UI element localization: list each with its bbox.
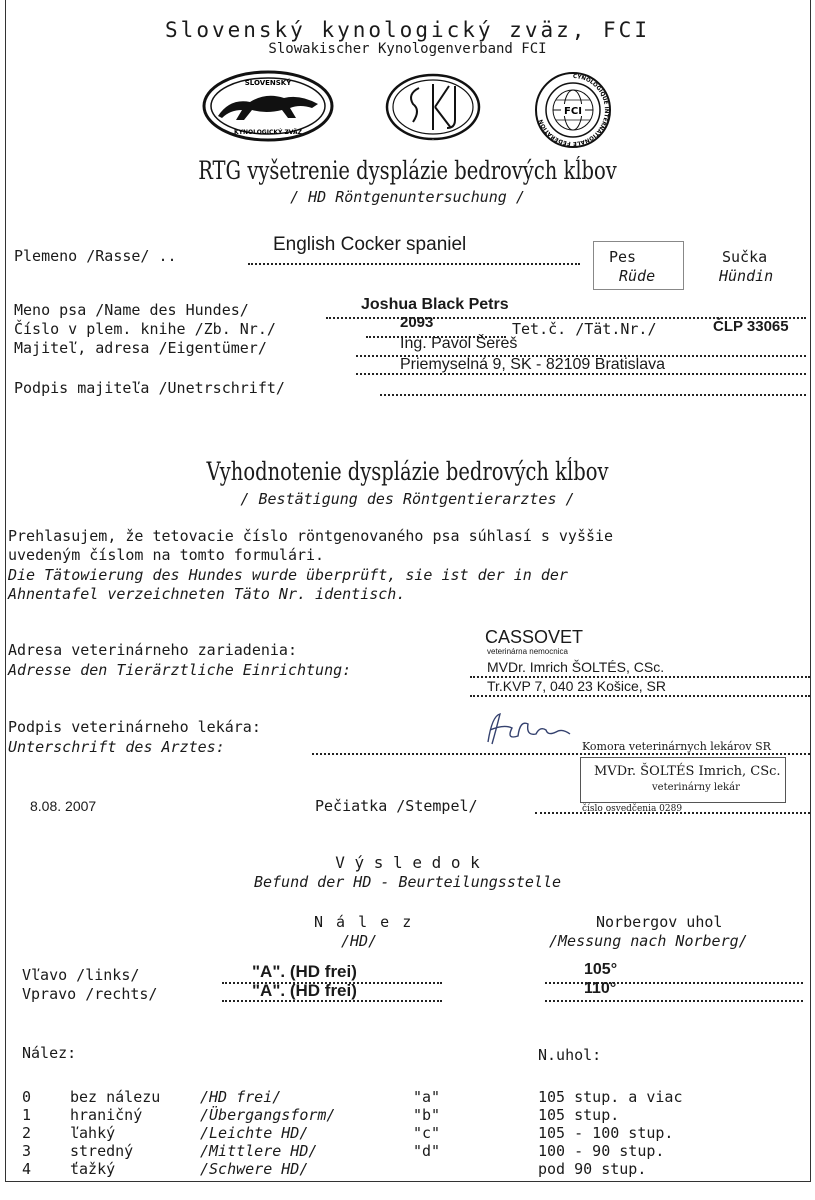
stamp-line-3: veterinárny lekár — [652, 782, 740, 793]
logo1-bottom-text: KYNOLOGICKÝ ZVÄZ — [233, 129, 303, 136]
result-title: V ý s l e d o k — [335, 853, 480, 872]
clinic-address: Tr.KVP 7, 040 23 Košice, SR — [487, 678, 666, 694]
vet-address-label-de: Adresse den Tierärztliche Einrichtung: — [8, 661, 352, 679]
form-border-right — [810, 0, 811, 1182]
legend-row-2-sk: ľahký — [70, 1124, 116, 1142]
finding-column-subtitle: /HD/ — [341, 932, 378, 950]
vet-address-label-sk: Adresa veterinárneho zariadenia: — [8, 641, 297, 659]
right-hd-value: "A". (HD frei) — [252, 981, 357, 1000]
rtg-title: RTG vyšetrenie dysplázie bedrových kĺbov — [198, 156, 617, 185]
legend-row-1-de: /Übergangsform/ — [200, 1106, 336, 1124]
skj-logo — [383, 72, 483, 142]
legend-angle-title: N.uhol: — [538, 1046, 602, 1064]
clinic-doctor: MVDr. Imrich ŠOLTÉS, CSc. — [487, 659, 665, 675]
left-hd-value: "A". (HD frei) — [252, 962, 357, 981]
legend-finding-title: Nález: — [22, 1044, 77, 1062]
clinic-subtitle: veterinárna nemocnica — [487, 647, 568, 656]
declaration-sk-line2: uvedeným číslom na tomto formulári. — [8, 546, 325, 564]
declaration-de-line1: Die Tätowierung des Hundes wurde überprüft, sie ist der in der — [8, 566, 568, 584]
logo2-text: SKJ — [432, 140, 434, 141]
vet-address-dotted-line-2 — [470, 695, 810, 697]
declaration-de-line2: Ahnentafel verzeichneten Täto Nr. identisch. — [8, 585, 406, 603]
declaration-sk-line1: Prehlasujem, že tetovacie číslo röntgenovaného psa súhlasí s vyššie — [8, 527, 614, 545]
tattoo-value: ČLP 33065 — [713, 318, 789, 335]
legend-row-4-angle: pod 90 stup. — [538, 1160, 647, 1178]
owner-signature-label: Podpis majiteľa /Unetrschrift/ — [14, 379, 285, 397]
dog-name-label: Meno psa /Name des Hundes/ — [14, 301, 249, 319]
dog-name-value: Joshua Black Petrs — [361, 296, 509, 313]
vet-signature-label-de: Unterschrift des Arztes: — [8, 738, 225, 756]
exam-date: 8.08. 2007 — [30, 798, 97, 814]
legend-row-1-num: 1 — [22, 1106, 32, 1124]
breed-value: English Cocker spaniel — [273, 234, 467, 255]
legend-row-3-code: "d" — [413, 1142, 441, 1160]
right-angle-dotted-line — [545, 1000, 803, 1002]
legend-row-1-angle: 105 stup. — [538, 1106, 620, 1124]
right-angle-value: 110° — [584, 980, 617, 997]
vet-handwritten-signature — [482, 710, 574, 750]
stamp-label: Pečiatka /Stempel/ — [315, 797, 478, 815]
form-border-left — [5, 0, 6, 1182]
legend-row-4-num: 4 — [22, 1160, 32, 1178]
right-hip-label: Vpravo /rechts/ — [22, 985, 158, 1003]
sex-male-de: Rüde — [619, 267, 656, 285]
org-title-de: Slowakischer Kynologenverband FCI — [268, 41, 547, 57]
left-angle-value: 105° — [584, 961, 618, 978]
stamp-line-4: číslo osvedčenia 0289 — [582, 804, 683, 814]
form-border-bottom — [5, 1181, 811, 1182]
breed-label-text: Plemeno /Rasse/ .. — [14, 247, 177, 265]
org-title-sk: Slovenský kynologický zväz, FCI — [165, 18, 650, 42]
sex-female-de: Hündin — [719, 267, 774, 285]
legend-row-0-angle: 105 stup. a viac — [538, 1088, 683, 1106]
evaluation-title: Vyhodnotenie dysplázie bedrových kĺbov — [206, 457, 609, 486]
stamp-dotted-line — [535, 812, 810, 814]
legend-row-2-de: /Leichte HD/ — [200, 1124, 309, 1142]
result-subtitle: Befund der HD - Beurteilungsstelle — [253, 873, 562, 891]
tattoo-label: Tet.č. /Tät.Nr./ — [512, 320, 657, 338]
stamp-line-2: MVDr. ŠOLTÉS Imrich, CSc. — [594, 764, 781, 779]
evaluation-subtitle: / Bestätigung des Röntgentierarztes / — [240, 490, 575, 508]
norberg-column-subtitle: /Messung nach Norberg/ — [549, 932, 748, 950]
fci-logo — [527, 70, 619, 150]
legend-row-2-code: "c" — [413, 1124, 441, 1142]
left-hip-label: Vľavo /links/ — [22, 966, 140, 984]
rtg-subtitle: / HD Röntgenuntersuchung / — [290, 188, 525, 206]
legend-row-0-sk: bez nálezu — [70, 1088, 161, 1106]
legend-row-4-sk: ťažký — [70, 1160, 116, 1178]
vet-stamp — [580, 740, 786, 820]
sex-male-sk: Pes — [609, 248, 637, 266]
legend-row-4-de: /Schwere HD/ — [200, 1160, 309, 1178]
logo3-center-text: FCI — [564, 106, 582, 117]
legend-row-0-code: "a" — [413, 1088, 441, 1106]
logo3-ring-text: CYNOLOGIQUE INTERNATIONALE FÉDÉRATION — [538, 73, 610, 147]
owner-name: Ing. Pavol Šereš — [400, 335, 518, 352]
logo1-top-text: SLOVENSKÝ — [244, 79, 292, 87]
legend-row-1-code: "b" — [413, 1106, 441, 1124]
breed-label — [14, 247, 177, 265]
legend-row-0-num: 0 — [22, 1088, 32, 1106]
legend-row-3-angle: 100 - 90 stup. — [538, 1142, 665, 1160]
norberg-column-title: Norbergov uhol — [596, 913, 723, 931]
owner-address: Priemyselná 9, SK - 82109 Bratislava — [400, 356, 666, 373]
owner-label: Majiteľ, adresa /Eigentümer/ — [14, 339, 267, 357]
studbook-label: Číslo v plem. knihe /Zb. Nr./ — [14, 320, 276, 338]
studbook-value: 2093 — [400, 314, 434, 331]
breed-dotted-line — [248, 263, 580, 265]
sex-female-sk: Sučka — [722, 248, 768, 266]
legend-row-1-sk: hraničný — [70, 1106, 143, 1124]
finding-column-title: N á l e z — [314, 913, 414, 931]
legend-row-2-num: 2 — [22, 1124, 32, 1142]
clinic-name: CASSOVET — [485, 627, 584, 647]
vet-signature-label-sk: Podpis veterinárneho lekára: — [8, 718, 261, 736]
legend-row-3-num: 3 — [22, 1142, 32, 1160]
slovensky-kynologicky-logo — [200, 68, 336, 144]
stamp-line-1: Komora veterinárnych lekárov SR — [582, 740, 771, 753]
legend-row-0-de: /HD frei/ — [200, 1088, 282, 1106]
legend-row-3-sk: stredný — [70, 1142, 134, 1160]
owner-signature-dotted-line — [380, 394, 806, 396]
legend-row-3-de: /Mittlere HD/ — [200, 1142, 318, 1160]
legend-row-2-angle: 105 - 100 stup. — [538, 1124, 674, 1142]
